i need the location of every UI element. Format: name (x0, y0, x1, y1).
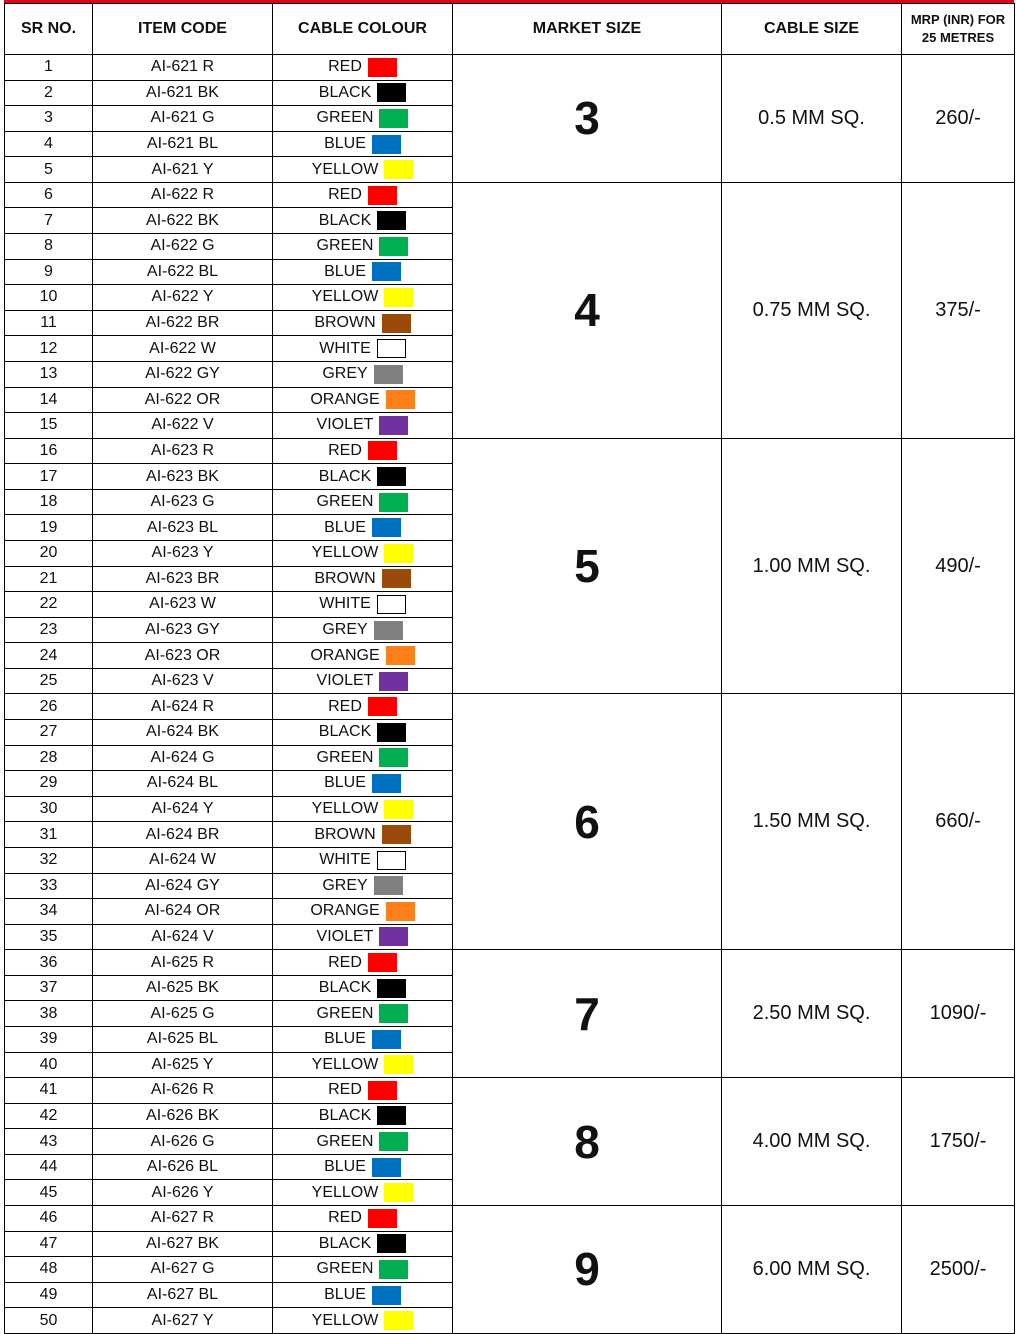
colour-name: WHITE (319, 851, 371, 869)
cable-size-cell: 4.00 MM SQ. (722, 1078, 902, 1206)
table-row (5, 438, 1015, 464)
item-code-cell: AI-623 OR (93, 643, 273, 669)
cable-colour-cell (273, 515, 453, 541)
item-code-cell: AI-623 V (93, 668, 273, 694)
item-code-cell: AI-622 OR (93, 387, 273, 413)
colour-name: WHITE (319, 595, 371, 613)
colour-swatch (384, 1055, 413, 1074)
cable-size-cell: 0.5 MM SQ. (722, 55, 902, 183)
sr-no-cell: 12 (5, 336, 93, 362)
colour-name: BROWN (314, 825, 376, 843)
price-list-table (4, 3, 1015, 1334)
cable-colour-cell (273, 873, 453, 899)
header-cable-size: CABLE SIZE (722, 4, 902, 55)
sr-no-cell: 2 (5, 80, 93, 106)
item-code-cell: AI-626 G (93, 1129, 273, 1155)
sr-no-cell: 35 (5, 924, 93, 950)
cable-colour-cell (273, 847, 453, 873)
colour-swatch (377, 723, 406, 742)
cable-colour-cell (273, 950, 453, 976)
cable-size-cell: 2.50 MM SQ. (722, 950, 902, 1078)
sr-no-cell: 27 (5, 720, 93, 746)
cable-colour-cell (273, 720, 453, 746)
colour-name: BLUE (324, 1158, 366, 1176)
cable-colour-cell (273, 208, 453, 234)
colour-name: BLUE (324, 135, 366, 153)
cable-colour-cell (273, 1052, 453, 1078)
colour-name: GREEN (316, 493, 374, 511)
sr-no-cell: 6 (5, 182, 93, 208)
sr-no-cell: 31 (5, 822, 93, 848)
colour-name: YELLOW (311, 1055, 379, 1073)
item-code-cell: AI-621 Y (93, 157, 273, 183)
sr-no-cell: 5 (5, 157, 93, 183)
cable-colour-cell (273, 745, 453, 771)
item-code-cell: AI-627 BK (93, 1231, 273, 1257)
table-header (5, 4, 1015, 55)
colour-swatch (372, 1286, 401, 1305)
colour-swatch (379, 1132, 408, 1151)
header-mrp (902, 4, 1015, 55)
colour-swatch (377, 1106, 406, 1125)
colour-name: GREEN (316, 1260, 374, 1278)
sr-no-cell: 16 (5, 438, 93, 464)
sr-no-cell: 40 (5, 1052, 93, 1078)
header-sr-no: SR NO. (5, 4, 93, 55)
colour-swatch (368, 441, 397, 460)
colour-name: YELLOW (311, 1311, 379, 1329)
sr-no-cell: 37 (5, 975, 93, 1001)
colour-name: BLACK (318, 211, 372, 229)
colour-name: VIOLET (316, 672, 374, 690)
item-code-cell: AI-626 R (93, 1078, 273, 1104)
cable-colour-cell (273, 1078, 453, 1104)
item-code-cell: AI-627 Y (93, 1308, 273, 1334)
mrp-cell: 2500/- (902, 1206, 1015, 1334)
colour-swatch (384, 288, 413, 307)
sr-no-cell: 20 (5, 540, 93, 566)
colour-swatch (368, 1081, 397, 1100)
item-code-cell: AI-622 BK (93, 208, 273, 234)
cable-colour-cell (273, 668, 453, 694)
colour-name: WHITE (319, 339, 371, 357)
colour-swatch (372, 518, 401, 537)
colour-swatch (384, 1311, 413, 1330)
colour-name: VIOLET (316, 416, 374, 434)
cable-colour-cell (273, 1129, 453, 1155)
colour-swatch (379, 493, 408, 512)
colour-swatch (372, 262, 401, 281)
item-code-cell: AI-623 G (93, 489, 273, 515)
colour-swatch (386, 902, 415, 921)
cable-colour-cell (273, 1103, 453, 1129)
sr-no-cell: 41 (5, 1078, 93, 1104)
cable-colour-cell (273, 694, 453, 720)
item-code-cell: AI-624 OR (93, 899, 273, 925)
colour-swatch (382, 569, 411, 588)
cable-colour-cell (273, 55, 453, 81)
colour-name: BLUE (324, 774, 366, 792)
colour-name: RED (328, 441, 362, 459)
item-code-cell: AI-623 BK (93, 464, 273, 490)
item-code-cell: AI-624 G (93, 745, 273, 771)
cable-colour-cell (273, 1001, 453, 1027)
item-code-cell: AI-624 R (93, 694, 273, 720)
colour-name: BLACK (318, 1106, 372, 1124)
cable-colour-cell (273, 975, 453, 1001)
item-code-cell: AI-622 W (93, 336, 273, 362)
table-row (5, 950, 1015, 976)
sr-no-cell: 36 (5, 950, 93, 976)
colour-swatch (384, 1183, 413, 1202)
cable-colour-cell (273, 1180, 453, 1206)
market-size-cell: 7 (453, 950, 722, 1078)
table-row (5, 1206, 1015, 1232)
item-code-cell: AI-621 G (93, 106, 273, 132)
sr-no-cell: 48 (5, 1257, 93, 1283)
item-code-cell: AI-625 Y (93, 1052, 273, 1078)
colour-swatch (372, 135, 401, 154)
cable-colour-cell (273, 1026, 453, 1052)
item-code-cell: AI-622 G (93, 234, 273, 260)
cable-colour-cell (273, 1154, 453, 1180)
sr-no-cell: 42 (5, 1103, 93, 1129)
market-size-cell: 4 (453, 182, 722, 438)
colour-swatch (384, 800, 413, 819)
cable-colour-cell (273, 361, 453, 387)
sr-no-cell: 29 (5, 771, 93, 797)
sr-no-cell: 24 (5, 643, 93, 669)
cable-size-cell: 6.00 MM SQ. (722, 1206, 902, 1334)
item-code-cell: AI-623 GY (93, 617, 273, 643)
cable-colour-cell (273, 259, 453, 285)
item-code-cell: AI-622 GY (93, 361, 273, 387)
cable-colour-cell (273, 489, 453, 515)
item-code-cell: AI-625 R (93, 950, 273, 976)
table-body (5, 55, 1015, 1334)
cable-colour-cell (273, 387, 453, 413)
colour-swatch (377, 83, 406, 102)
cable-colour-cell (273, 182, 453, 208)
colour-name: BLACK (318, 83, 372, 101)
cable-colour-cell (273, 617, 453, 643)
sr-no-cell: 50 (5, 1308, 93, 1334)
market-size-cell: 5 (453, 438, 722, 694)
cable-colour-cell (273, 80, 453, 106)
cable-colour-cell (273, 771, 453, 797)
colour-name: RED (328, 953, 362, 971)
cable-colour-cell (273, 438, 453, 464)
item-code-cell: AI-623 W (93, 592, 273, 618)
cable-colour-cell (273, 1206, 453, 1232)
item-code-cell: AI-626 Y (93, 1180, 273, 1206)
sr-no-cell: 3 (5, 106, 93, 132)
colour-name: YELLOW (311, 544, 379, 562)
item-code-cell: AI-622 BL (93, 259, 273, 285)
item-code-cell: AI-623 BR (93, 566, 273, 592)
sr-no-cell: 43 (5, 1129, 93, 1155)
sr-no-cell: 4 (5, 131, 93, 157)
colour-swatch (386, 390, 415, 409)
header-cable-colour: CABLE COLOUR (273, 4, 453, 55)
cable-colour-cell (273, 1257, 453, 1283)
colour-name: RED (328, 697, 362, 715)
item-code-cell: AI-626 BL (93, 1154, 273, 1180)
cable-colour-cell (273, 924, 453, 950)
sr-no-cell: 14 (5, 387, 93, 413)
item-code-cell: AI-623 R (93, 438, 273, 464)
cable-colour-cell (273, 106, 453, 132)
colour-name: YELLOW (311, 800, 379, 818)
colour-swatch (372, 774, 401, 793)
cable-size-cell: 1.50 MM SQ. (722, 694, 902, 950)
cable-colour-cell (273, 234, 453, 260)
sr-no-cell: 38 (5, 1001, 93, 1027)
item-code-cell: AI-624 BK (93, 720, 273, 746)
sr-no-cell: 30 (5, 796, 93, 822)
colour-swatch (379, 237, 408, 256)
colour-swatch (386, 646, 415, 665)
item-code-cell: AI-621 BL (93, 131, 273, 157)
colour-swatch (379, 1004, 408, 1023)
sr-no-cell: 26 (5, 694, 93, 720)
cable-colour-cell (273, 413, 453, 439)
sr-no-cell: 28 (5, 745, 93, 771)
header-mrp-line2: 25 METRES (921, 30, 995, 45)
colour-name: GREEN (316, 237, 374, 255)
cable-colour-cell (273, 157, 453, 183)
colour-swatch (377, 211, 406, 230)
cable-colour-cell (273, 336, 453, 362)
mrp-cell: 375/- (902, 182, 1015, 438)
mrp-cell: 490/- (902, 438, 1015, 694)
colour-name: BROWN (314, 314, 376, 332)
colour-name: BLUE (324, 1030, 366, 1048)
colour-swatch (379, 672, 408, 691)
colour-name: ORANGE (310, 646, 380, 664)
sr-no-cell: 7 (5, 208, 93, 234)
sr-no-cell: 1 (5, 55, 93, 81)
colour-name: ORANGE (310, 902, 380, 920)
colour-name: GREY (322, 365, 368, 383)
sr-no-cell: 22 (5, 592, 93, 618)
cable-colour-cell (273, 464, 453, 490)
sr-no-cell: 46 (5, 1206, 93, 1232)
market-size-cell: 9 (453, 1206, 722, 1334)
sr-no-cell: 17 (5, 464, 93, 490)
sr-no-cell: 13 (5, 361, 93, 387)
item-code-cell: AI-627 G (93, 1257, 273, 1283)
colour-swatch (377, 1234, 406, 1253)
sr-no-cell: 44 (5, 1154, 93, 1180)
table-row (5, 1078, 1015, 1104)
cable-colour-cell (273, 1282, 453, 1308)
mrp-cell: 660/- (902, 694, 1015, 950)
item-code-cell: AI-625 BL (93, 1026, 273, 1052)
cable-colour-cell (273, 540, 453, 566)
mrp-cell: 1750/- (902, 1078, 1015, 1206)
cable-colour-cell (273, 131, 453, 157)
sr-no-cell: 23 (5, 617, 93, 643)
header-item-code: ITEM CODE (93, 4, 273, 55)
colour-name: RED (328, 1209, 362, 1227)
item-code-cell: AI-622 Y (93, 285, 273, 311)
sr-no-cell: 11 (5, 310, 93, 336)
cable-colour-cell (273, 1231, 453, 1257)
colour-swatch (377, 851, 406, 870)
cable-colour-cell (273, 796, 453, 822)
table-row (5, 55, 1015, 81)
colour-swatch (368, 697, 397, 716)
sr-no-cell: 25 (5, 668, 93, 694)
table-row (5, 182, 1015, 208)
header-mrp-line1: MRP (INR) FOR (910, 12, 1006, 27)
colour-swatch (374, 621, 403, 640)
item-code-cell: AI-621 BK (93, 80, 273, 106)
cable-colour-cell (273, 822, 453, 848)
cable-colour-cell (273, 643, 453, 669)
item-code-cell: AI-627 R (93, 1206, 273, 1232)
colour-swatch (379, 416, 408, 435)
colour-swatch (372, 1158, 401, 1177)
colour-swatch (377, 339, 406, 358)
sr-no-cell: 18 (5, 489, 93, 515)
colour-name: BLACK (318, 979, 372, 997)
sr-no-cell: 33 (5, 873, 93, 899)
colour-swatch (379, 109, 408, 128)
sr-no-cell: 49 (5, 1282, 93, 1308)
item-code-cell: AI-627 BL (93, 1282, 273, 1308)
item-code-cell: AI-625 G (93, 1001, 273, 1027)
colour-swatch (374, 365, 403, 384)
mrp-cell: 1090/- (902, 950, 1015, 1078)
colour-swatch (384, 544, 413, 563)
colour-name: BLUE (324, 518, 366, 536)
colour-swatch (374, 876, 403, 895)
item-code-cell: AI-626 BK (93, 1103, 273, 1129)
cable-size-cell: 1.00 MM SQ. (722, 438, 902, 694)
cable-colour-cell (273, 285, 453, 311)
item-code-cell: AI-624 BR (93, 822, 273, 848)
colour-swatch (382, 825, 411, 844)
colour-swatch (377, 979, 406, 998)
colour-name: ORANGE (310, 390, 380, 408)
colour-name: BLACK (318, 1234, 372, 1252)
mrp-cell: 260/- (902, 55, 1015, 183)
cable-colour-cell (273, 899, 453, 925)
sr-no-cell: 9 (5, 259, 93, 285)
sr-no-cell: 10 (5, 285, 93, 311)
item-code-cell: AI-625 BK (93, 975, 273, 1001)
colour-name: GREY (322, 621, 368, 638)
item-code-cell: AI-624 V (93, 924, 273, 950)
cable-colour-cell (273, 592, 453, 618)
colour-name: RED (328, 186, 362, 204)
item-code-cell: AI-622 BR (93, 310, 273, 336)
market-size-cell: 8 (453, 1078, 722, 1206)
colour-swatch (368, 58, 397, 77)
colour-name: GREY (322, 876, 368, 894)
colour-swatch (377, 595, 406, 614)
colour-name: BLACK (318, 723, 372, 741)
colour-name: RED (328, 58, 362, 76)
colour-name: RED (328, 1081, 362, 1099)
sr-no-cell: 19 (5, 515, 93, 541)
colour-name: VIOLET (316, 927, 374, 945)
item-code-cell: AI-624 BL (93, 771, 273, 797)
cable-colour-cell (273, 566, 453, 592)
sr-no-cell: 8 (5, 234, 93, 260)
item-code-cell: AI-623 BL (93, 515, 273, 541)
sr-no-cell: 32 (5, 847, 93, 873)
colour-name: GREEN (316, 748, 374, 766)
item-code-cell: AI-624 W (93, 847, 273, 873)
colour-name: YELLOW (311, 160, 379, 178)
colour-swatch (368, 1209, 397, 1228)
item-code-cell: AI-623 Y (93, 540, 273, 566)
colour-name: BLUE (324, 1286, 366, 1304)
sr-no-cell: 47 (5, 1231, 93, 1257)
market-size-cell: 6 (453, 694, 722, 950)
header-market-size: MARKET SIZE (453, 4, 722, 55)
item-code-cell: AI-622 V (93, 413, 273, 439)
cable-size-cell: 0.75 MM SQ. (722, 182, 902, 438)
colour-swatch (384, 160, 413, 179)
sr-no-cell: 34 (5, 899, 93, 925)
colour-name: BLUE (324, 262, 366, 280)
colour-swatch (379, 1260, 408, 1279)
colour-name: BLACK (318, 467, 372, 485)
colour-swatch (377, 467, 406, 486)
colour-name: YELLOW (311, 288, 379, 306)
colour-swatch (379, 927, 408, 946)
colour-swatch (372, 1030, 401, 1049)
sr-no-cell: 21 (5, 566, 93, 592)
sr-no-cell: 15 (5, 413, 93, 439)
item-code-cell: AI-622 R (93, 182, 273, 208)
colour-name: YELLOW (311, 1183, 379, 1201)
colour-name: GREEN (316, 1004, 374, 1022)
item-code-cell: AI-624 Y (93, 796, 273, 822)
table-row (5, 694, 1015, 720)
colour-name: GREEN (316, 109, 374, 127)
colour-name: BROWN (314, 569, 376, 587)
market-size-cell: 3 (453, 55, 722, 183)
item-code-cell: AI-621 R (93, 55, 273, 81)
header-row (5, 4, 1015, 55)
colour-name: GREEN (316, 1132, 374, 1150)
colour-swatch (368, 953, 397, 972)
cable-colour-cell (273, 1308, 453, 1334)
sr-no-cell: 45 (5, 1180, 93, 1206)
colour-swatch (382, 314, 411, 333)
item-code-cell: AI-624 GY (93, 873, 273, 899)
sr-no-cell: 39 (5, 1026, 93, 1052)
colour-swatch (379, 748, 408, 767)
colour-swatch (368, 186, 397, 205)
cable-colour-cell (273, 310, 453, 336)
